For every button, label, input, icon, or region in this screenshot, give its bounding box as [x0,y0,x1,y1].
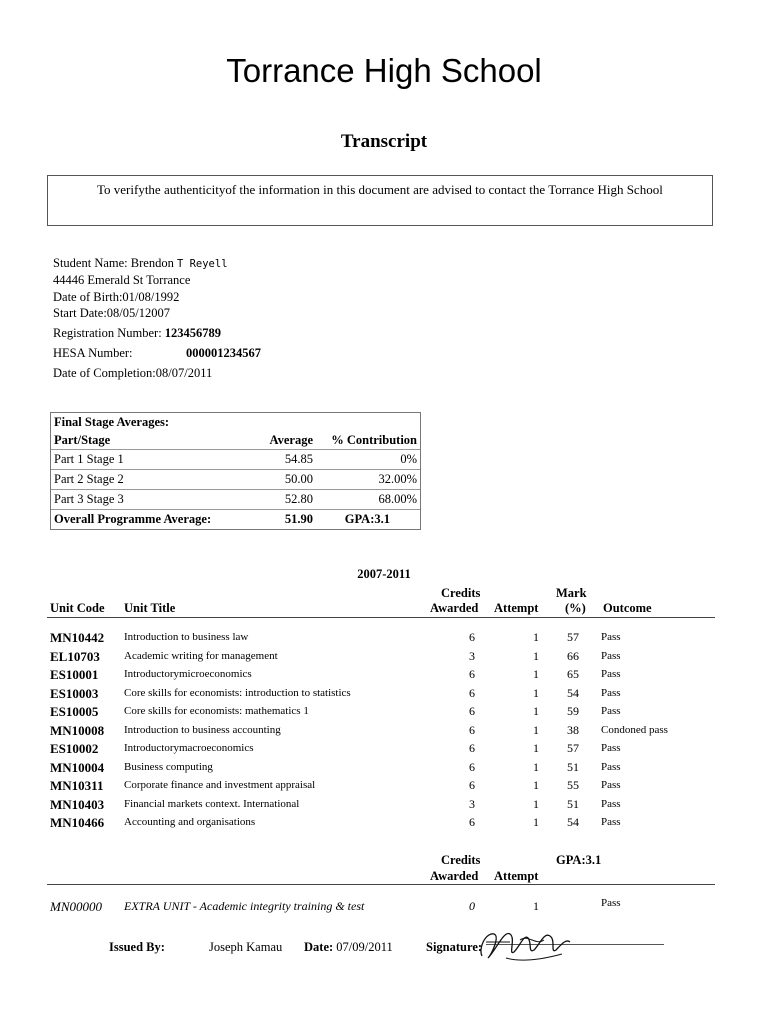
unit-title: Financial markets context. International [124,798,300,810]
unit-title: Introduction to business accounting [124,724,281,736]
unit-mark: 65 [567,667,579,681]
unit-mark: 55 [567,778,579,792]
col-mark-line2: (%) [565,601,586,615]
unit-attempt: 1 [533,815,539,829]
fsa-part: Part 2 Stage 2 [54,472,124,486]
unit-outcome: Pass [601,668,621,680]
unit-credits: 6 [469,704,475,718]
extra-unit-attempt: 1 [533,899,539,913]
unit-row [0,815,768,833]
unit-outcome: Pass [601,816,621,828]
fsa-average: 52.80 [284,492,313,506]
unit-attempt: 1 [533,760,539,774]
issue-date [304,940,393,955]
col-unit-title: Unit Title [124,601,176,615]
registration-value: 123456789 [164,326,222,340]
unit-outcome: Pass [601,650,621,662]
signature-label: Signature: [426,940,483,954]
unit-mark: 51 [567,760,579,774]
unit-credits: 6 [469,741,475,755]
student-name-rest: T Reyell [176,258,228,270]
issue-date-value: 07/09/2011 [336,940,393,954]
unit-row [0,797,768,815]
unit-attempt: 1 [533,797,539,811]
unit-mark: 59 [567,704,579,718]
unit-title: Accounting and organisations [124,816,256,828]
unit-code: EL10703 [50,649,100,664]
issued-by-name: Joseph Kamau [209,940,283,954]
issued-by-label: Issued By: [109,940,165,954]
unit-title: Academic writing for management [124,650,278,662]
registration-number [53,326,221,341]
unit-credits: 6 [469,667,475,681]
unit-outcome: Pass [601,798,621,810]
col-outcome: Outcome [603,601,652,615]
extra-unit-credits: 0 [469,899,475,913]
unit-outcome: Pass [601,687,621,699]
extra-unit-row [0,899,768,917]
unit-code: ES10001 [50,667,99,682]
unit-attempt: 1 [533,778,539,792]
col-credits-line2: Awarded [430,601,479,615]
student-name-label: Student Name: Brendon [53,256,174,270]
issue-date-label: Date: [304,940,334,954]
fsa-col-part: Part/Stage [54,433,111,447]
unit-outcome: Pass [601,631,621,643]
unit-code: MN10004 [50,760,105,775]
fsa-overall-label: Overall Programme Average: [54,512,212,526]
fsa-col-contribution: % Contribution [331,433,417,447]
unit-attempt: 1 [533,741,539,755]
unit-row [0,686,768,704]
unit-credits: 6 [469,686,475,700]
verification-notice-box [47,175,713,226]
fsa-title: Final Stage Averages: [54,415,170,429]
unit-credits: 6 [469,723,475,737]
extra-header-divider [47,884,715,885]
fsa-row [51,489,420,509]
student-address: 44446 Emerald St Torrance [53,273,191,287]
unit-outcome: Pass [601,742,621,754]
extra-col-credits-line2: Awarded [430,869,479,883]
unit-outcome: Pass [601,761,621,773]
unit-attempt: 1 [533,723,539,737]
unit-code: MN10008 [50,723,105,738]
unit-row [0,704,768,722]
unit-credits: 6 [469,630,475,644]
unit-mark: 57 [567,741,579,755]
hesa-value: 000001234567 [186,346,261,360]
fsa-overall-row [51,509,420,529]
units-header-divider [47,617,715,618]
final-stage-averages-table [50,412,421,530]
fsa-average: 50.00 [284,472,313,486]
document-title: Transcript [340,131,428,152]
unit-code: MN10466 [50,815,105,830]
unit-attempt: 1 [533,704,539,718]
unit-title: Introductorymacroeconomics [124,742,254,754]
fsa-overall-gpa: GPA:3.1 [344,512,390,526]
academic-year: 2007-2011 [357,567,411,581]
unit-title: Core skills for economists: introduction to statistics [124,687,351,699]
unit-code: ES10003 [50,686,99,701]
unit-credits: 6 [469,815,475,829]
extra-unit-code: MN00000 [50,899,102,914]
fsa-header-row [51,431,420,449]
school-name: Torrance High School [226,52,542,89]
unit-attempt: 1 [533,686,539,700]
extra-col-attempt: Attempt [494,869,539,883]
unit-attempt: 1 [533,649,539,663]
date-of-birth: Date of Birth:01/08/1992 [53,290,180,304]
unit-attempt: 1 [533,630,539,644]
fsa-col-average: Average [269,433,313,447]
extra-col-credits-line1: Credits [441,853,481,867]
unit-mark: 54 [567,686,579,700]
unit-row [0,778,768,796]
unit-mark: 54 [567,815,579,829]
extra-unit-title: EXTRA UNIT - Academic integrity training & test [124,899,365,913]
student-name [53,256,228,271]
unit-title: Corporate finance and investment appraisal [124,779,316,791]
unit-code: ES10002 [50,741,99,756]
unit-outcome: Pass [601,779,621,791]
col-attempt: Attempt [494,601,539,615]
hesa-label: HESA Number: [53,346,133,360]
fsa-row [51,449,420,469]
unit-row [0,760,768,778]
fsa-row [51,469,420,489]
unit-credits: 3 [469,649,475,663]
fsa-part: Part 1 Stage 1 [54,452,124,466]
unit-title: Introduction to business law [124,631,249,643]
fsa-title-row [51,413,420,431]
registration-label: Registration Number: [53,326,162,340]
unit-mark: 57 [567,630,579,644]
unit-row [0,723,768,741]
col-credits-line1: Credits [441,586,481,600]
fsa-contribution: 0% [400,452,417,466]
col-unit-code: Unit Code [50,601,105,615]
unit-row [0,667,768,685]
unit-title: Business computing [124,761,213,773]
unit-credits: 3 [469,797,475,811]
extra-gpa: GPA:3.1 [556,853,602,867]
unit-title: Core skills for economists: mathematics 1 [124,705,309,717]
fsa-average: 54.85 [284,452,313,466]
verification-notice-text: To verifythe authenticityof the information in this document are advised to contact the Torrance High School [97,182,663,197]
unit-code: ES10005 [50,704,99,719]
unit-code: MN10311 [50,778,104,793]
unit-title: Introductorymicroeconomics [124,668,252,680]
fsa-part: Part 3 Stage 3 [54,492,124,506]
date-of-completion: Date of Completion:08/07/2011 [53,366,213,380]
extra-unit-outcome: Pass [601,897,621,909]
unit-row [0,649,768,667]
col-mark-line1: Mark [556,586,587,600]
unit-mark: 38 [567,723,579,737]
fsa-contribution: 68.00% [378,492,417,506]
signature-scribble [470,920,600,965]
unit-credits: 6 [469,778,475,792]
unit-row [0,741,768,759]
fsa-contribution: 32.00% [378,472,417,486]
unit-code: MN10403 [50,797,105,812]
unit-row [0,630,768,648]
unit-mark: 51 [567,797,579,811]
fsa-overall-average: 51.90 [284,512,313,526]
unit-outcome: Condoned pass [601,724,668,736]
unit-mark: 66 [567,649,579,663]
unit-credits: 6 [469,760,475,774]
start-date: Start Date:08/05/12007 [53,306,170,320]
unit-outcome: Pass [601,705,621,717]
unit-code: MN10442 [50,630,105,645]
unit-attempt: 1 [533,667,539,681]
